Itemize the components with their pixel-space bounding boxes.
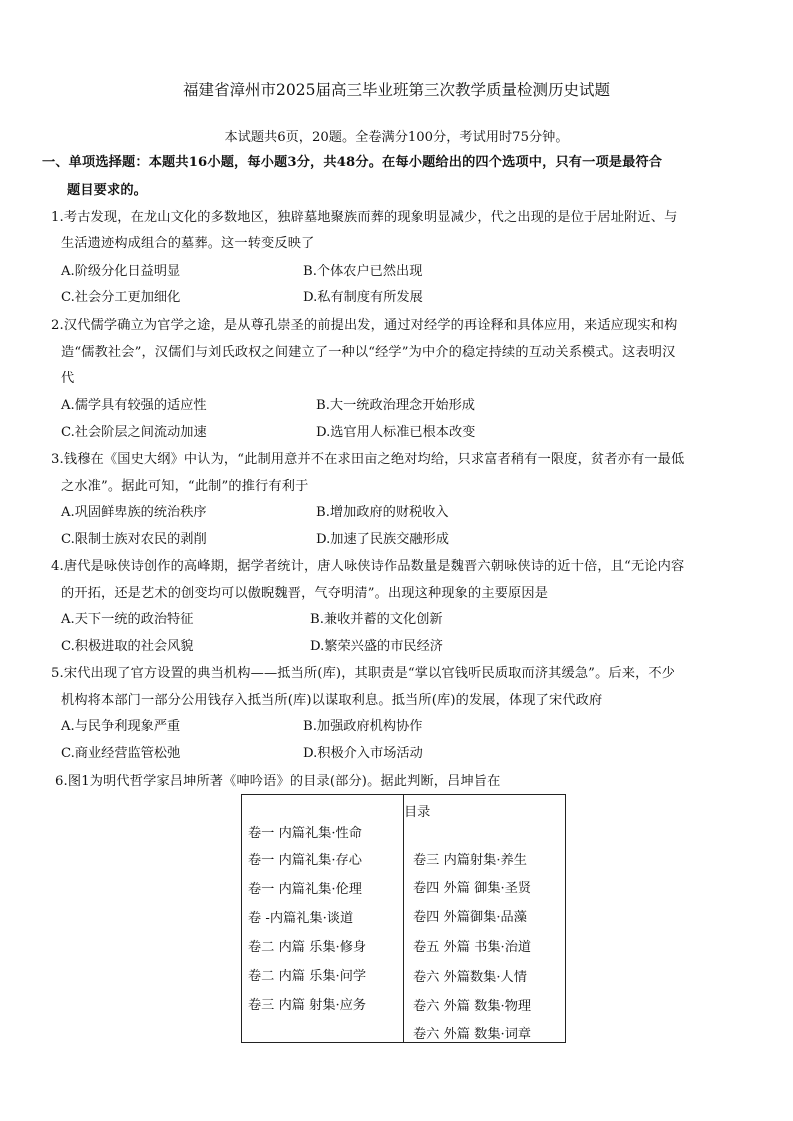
toc-table xyxy=(241,794,566,1043)
question-text-line: 机构将本部门一部分公用钱存入抵当所(库)以谋取利息。抵当所(库)的发展，体现了宋代政府 xyxy=(61,693,603,708)
option-b: B.兼收并蓄的文化创新 xyxy=(310,612,443,627)
toc-left-item: 卷一 内篇礼集·存心 xyxy=(248,853,362,868)
option-c: C.限制士族对农民的剥削 xyxy=(61,532,207,547)
question-text-line: 1.考古发现，在龙山文化的多数地区，独辟墓地聚族而葬的现象明显减少，代之出现的是位于居址附近、与 xyxy=(51,210,678,225)
section-heading: 一、单项选择题：本题共16小题，每小题3分，共48分。在每小题给出的四个选项中，只有一项是最符合 xyxy=(42,155,663,170)
toc-left-item: 卷 -内篇礼集·谈道 xyxy=(248,911,354,926)
option-a: A.天下一统的政治特征 xyxy=(61,612,194,627)
question-text-line: 生活遗迹构成组合的墓葬。这一转变反映了 xyxy=(61,236,315,251)
section-heading-cont: 题目要求的。 xyxy=(67,183,148,198)
option-b: B.大一统政治理念开始形成 xyxy=(316,398,475,413)
question-text-line: 造“儒教社会”，汉儒们与刘氏政权之间建立了一种以“经学”为中介的稳定持续的互动关系模式。这表明汉 xyxy=(61,345,676,360)
question-text-line: 的开拓，还是艺术的创变均可以傲睨魏晋，气夺明清”。出现这种现象的主要原因是 xyxy=(61,586,549,601)
question-text-line: 5.宋代出现了官方设置的典当机构——抵当所(库)，其职责是“掌以官钱听民质取而济其缓急”。后来，不少 xyxy=(51,666,676,681)
toc-left-item: 卷二 内篇 乐集·问学 xyxy=(248,969,367,984)
option-a: A.阶级分化日益明显 xyxy=(61,264,181,279)
option-a: A.巩固鲜卑族的统治秩序 xyxy=(61,505,207,520)
toc-left-item: 卷二 内篇 乐集·修身 xyxy=(248,940,367,955)
toc-right-item: 卷三 内篇射集·养生 xyxy=(413,853,527,868)
toc-header: 目录 xyxy=(404,805,431,820)
exam-instructions: 本试题共6页，20题。全卷满分100分，考试用时75分钟。 xyxy=(224,130,569,145)
toc-right-item: 卷五 外篇 书集·治道 xyxy=(413,940,532,955)
option-b: B.增加政府的财税收入 xyxy=(316,505,449,520)
option-c: C.商业经营监管松弛 xyxy=(61,746,181,761)
toc-right-item: 卷四 外篇 御集·圣贤 xyxy=(413,881,532,896)
option-c: C.社会阶层之间流动加速 xyxy=(61,425,207,440)
question-text-line: 2.汉代儒学确立为官学之途，是从尊孔崇圣的前提出发，通过对经学的再诠释和具体应用，来适应现实和构 xyxy=(51,318,678,333)
option-d: D.加速了民族交融形成 xyxy=(316,532,449,547)
toc-right-item: 卷六 外篇 数集·词章 xyxy=(413,1027,532,1042)
option-b: B.加强政府机构协作 xyxy=(303,719,423,734)
question-text-line: 6.图1为明代哲学家吕坤所著《呻吟语》的目录(部分)。据此判断，吕坤旨在 xyxy=(55,774,501,789)
toc-left-item: 卷三 内篇 射集·应务 xyxy=(248,998,367,1013)
option-c: C.社会分工更加细化 xyxy=(61,290,181,305)
toc-right-item: 卷六 外篇 数集·物理 xyxy=(413,999,532,1014)
toc-right-item: 卷四 外篇御集·品藻 xyxy=(413,910,527,925)
question-text-line: 3.钱穆在《国史大纲》中认为，“此制用意并不在求田亩之绝对均给，只求富者稍有一限度，贫者亦有一最低 xyxy=(51,452,685,467)
page-title: 福建省漳州市2025届高三毕业班第三次教学质量检测历史试题 xyxy=(183,81,610,99)
option-d: D.选官用人标准已根本改变 xyxy=(316,425,476,440)
option-d: D.积极介入市场活动 xyxy=(303,746,423,761)
option-b: B.个体农户已然出现 xyxy=(303,264,423,279)
question-text-line: 代 xyxy=(61,371,75,386)
toc-left-item: 卷一 内篇礼集·伦理 xyxy=(248,882,362,897)
option-a: A.儒学具有较强的适应性 xyxy=(61,398,207,413)
option-d: D.繁荣兴盛的市民经济 xyxy=(310,639,443,654)
toc-divider xyxy=(403,795,404,1042)
option-a: A.与民争利现象严重 xyxy=(61,719,181,734)
question-text-line: 之水准”。据此可知，“此制”的推行有利于 xyxy=(61,479,309,494)
option-c: C.积极进取的社会风貌 xyxy=(61,639,194,654)
question-text-line: 4.唐代是咏侠诗创作的高峰期，据学者统计，唐人咏侠诗作品数量是魏晋六朝咏侠诗的近十倍，且“无论内容 xyxy=(51,559,685,574)
toc-right-item: 卷六 外篇数集·人情 xyxy=(413,970,527,985)
toc-left-item: 卷一 内篇礼集·性命 xyxy=(248,826,362,841)
option-d: D.私有制度有所发展 xyxy=(303,290,423,305)
